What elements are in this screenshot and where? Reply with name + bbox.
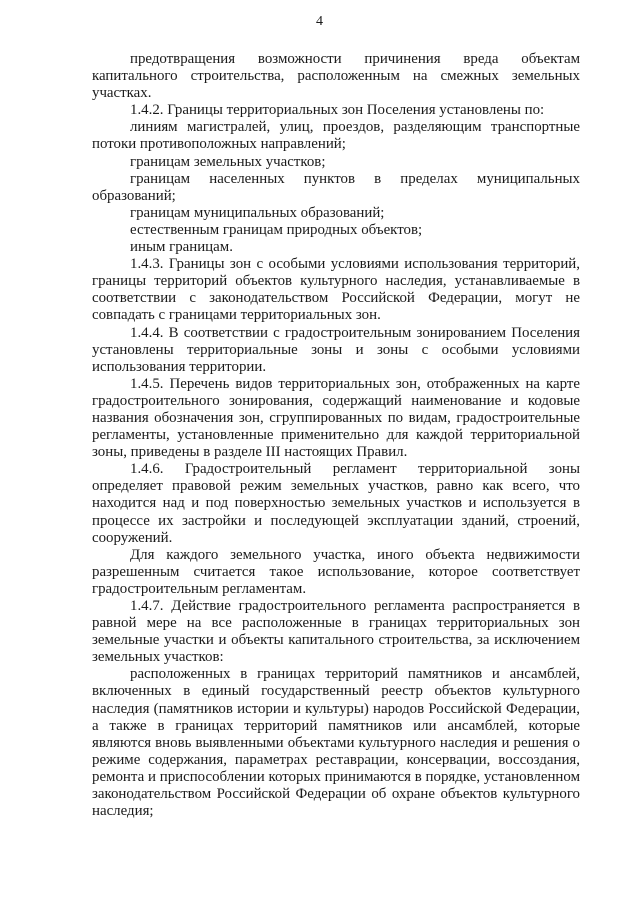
paragraph: 1.4.4. В соответствии с градостроительным зонированием Поселения установлены территориальные зоны и зоны с особыми условиями использования территории. <box>92 324 580 375</box>
list-item: линиям магистралей, улиц, проездов, разделяющим транспортные потоки противоположных направлений; <box>92 119 580 153</box>
document-body <box>92 51 580 820</box>
list-item: естественным границам природных объектов; <box>130 221 423 238</box>
paragraph: предотвращения возможности причинения вреда объектам капитального строительства, расположенным на смежных земельных участках. <box>92 51 580 102</box>
paragraph: 1.4.2. Границы территориальных зон Поселения установлены по: <box>130 102 545 119</box>
paragraph: 1.4.6. Градостроительный регламент территориальной зоны определяет правовой режим земельных участков, равно как всего, что находится над и под поверхностью земельных участков и используется в процессе их застройки и последующей эксплуатации зданий, строений, сооружений. <box>92 461 580 546</box>
list-item: границам земельных участков; <box>130 153 326 170</box>
paragraph: 1.4.3. Границы зон с особыми условиями использования территорий, границы территорий объектов культурного наследия, устанавливаемые в соответствии с законодательством Российской Федерации, могут не совпадать с границами территориальных зон. <box>92 256 580 324</box>
paragraph: Для каждого земельного участка, иного объекта недвижимости разрешенным считается такое использование, которое соответствует градостроительным регламентам. <box>92 546 580 597</box>
list-item: границам населенных пунктов в пределах муниципальных образований; <box>92 170 580 204</box>
list-item: границам муниципальных образований; <box>130 204 385 221</box>
paragraph: 1.4.7. Действие градостроительного регламента распространяется в равной мере на все расположенные в границах территориальных зон земельные участки и объекты капитального строительства, за исключением земельных участков: <box>92 598 580 666</box>
paragraph: 1.4.5. Перечень видов территориальных зон, отображенных на карте градостроительного зонирования, содержащий наименование и кодовые названия обозначения зон, сгруппированных по видам, градостроительные регламенты, установленные применительно для каждой территориальной зоны, приведены в разделе III настоящих Правил. <box>92 375 580 461</box>
page-number: 4 <box>316 14 323 29</box>
list-item: расположенных в границах территорий памятников и ансамблей, включенных в единый государственный реестр объектов культурного наследия (памятников истории и культуры) народов Российской Федерации, а также в границах территорий памятников или ансамблей, которые являются вновь выявленными объектами культурного наследия и решения о режиме содержания, параметрах реставрации, консервации, воссоздания, ремонта и приспособлении которых принимаются в порядке, установленном законодательством Российской Федерации об охране объектов культурного наследия; <box>92 666 580 820</box>
list-item: иным границам. <box>130 239 233 256</box>
